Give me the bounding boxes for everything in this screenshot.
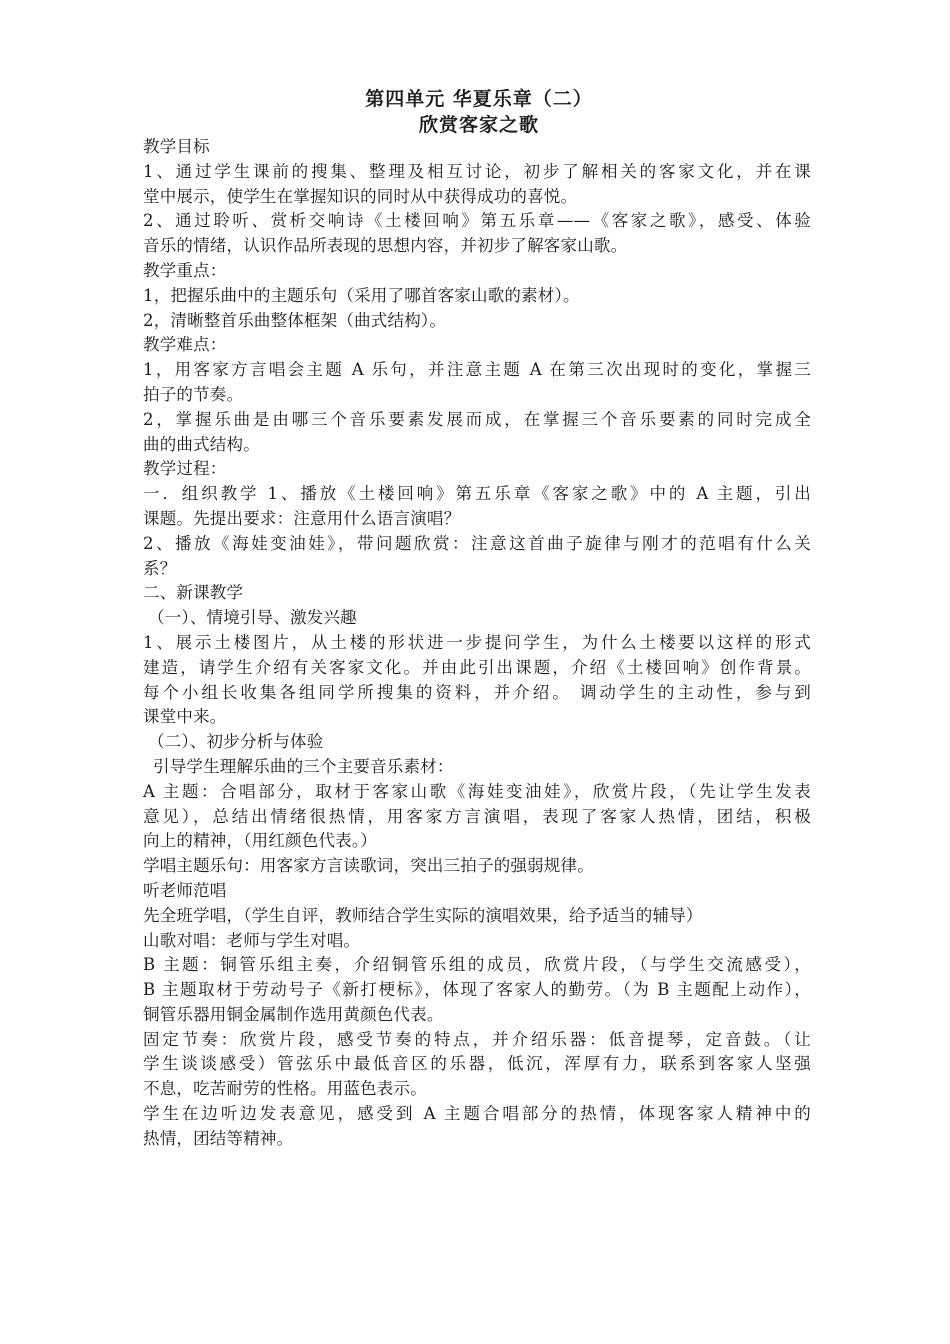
text-line: 1，用客家方言唱会主题 A 乐句，并注意主题 A 在第三次出现时的变化，掌握三 bbox=[143, 360, 811, 380]
text-line: 系？ bbox=[143, 558, 177, 578]
text-line: 学生在边听边发表意见，感受到 A 主题合唱部分的热情，体现客家人精神中的 bbox=[143, 1104, 811, 1124]
text-line: 学生谈谈感受）管弦乐中最低音区的乐器，低沉，浑厚有力，联系到客家人坚强 bbox=[143, 1054, 811, 1074]
text-line: 固定节奏：欣赏片段，感受节奏的特点，并介绍乐器：低音提琴，定音鼓。（让 bbox=[143, 1029, 811, 1049]
text-line: 2、播放《海娃变油娃》，带问题欣赏：注意这首曲子旋律与刚才的范唱有什么关 bbox=[143, 533, 811, 553]
text-line: 引导学生理解乐曲的三个主要音乐素材： bbox=[153, 756, 454, 776]
text-line: 课题。先提出要求：注意用什么语言演唱？ bbox=[143, 508, 461, 528]
text-line: 听老师范唱 bbox=[143, 880, 227, 900]
text-line: 铜管乐器用铜金属制作选用黄颜色代表。 bbox=[143, 1004, 444, 1024]
text-line: 向上的精神，（用红颜色代表。） bbox=[143, 831, 377, 851]
text-line: 不息，吃苦耐劳的性格。用蓝色表示。 bbox=[143, 1079, 427, 1099]
text-line: 教学重点： bbox=[143, 260, 227, 280]
text-line: 音乐的情绪，认识作品所表现的思想内容，并初步了解客家山歌。 bbox=[143, 236, 628, 256]
text-line: （一）、情境引导、激发兴趣 bbox=[148, 608, 357, 628]
text-line: 先全班学唱，（学生自评，教师结合学生实际的演唱效果，给予适当的辅导） bbox=[143, 905, 703, 925]
text-line: 2，清晰整首乐曲整体框架（曲式结构）。 bbox=[143, 310, 447, 330]
text-line: 1、展示土楼图片，从土楼的形状进一步提问学生，为什么土楼要以这样的形式 bbox=[143, 632, 811, 652]
text-line: 课堂中来。 bbox=[143, 707, 227, 727]
text-line: B 主题取材于劳动号子《新打梗标》，体现了客家人的勤劳。（为 B 主题配上动作）， bbox=[143, 980, 811, 1000]
text-line: 山歌对唱：老师与学生对唱。 bbox=[143, 930, 361, 950]
text-line: 每个小组长收集各组同学所搜集的资料，并介绍。 调动学生的主动性，参与到 bbox=[143, 682, 811, 702]
text-line: 1，把握乐曲中的主题乐句（采用了哪首客家山歌的素材）。 bbox=[143, 285, 580, 305]
text-line: 2，掌握乐曲是由哪三个音乐要素发展而成，在掌握三个音乐要素的同时完成全 bbox=[143, 409, 811, 429]
text-line: 热情，团结等精神。 bbox=[143, 1128, 294, 1148]
text-line: 曲的曲式结构。 bbox=[143, 434, 260, 454]
text-line: 建造，请学生介绍有关客家文化。并由此引出课题，介绍《土楼回响》创作背景。 bbox=[143, 657, 811, 677]
text-line: 1、通过学生课前的搜集、整理及相互讨论，初步了解相关的客家文化，并在课 bbox=[143, 161, 811, 181]
text-line: 教学过程： bbox=[143, 459, 227, 479]
text-line: 意见），总结出情绪很热情，用客家方言演唱，表现了客家人热情，团结，积极 bbox=[143, 806, 811, 826]
text-line: 2、通过聆听、赏析交响诗《土楼回响》第五乐章——《客家之歌》，感受、体验 bbox=[143, 211, 811, 231]
page-title: 第四单元 华夏乐章（二） bbox=[365, 88, 593, 110]
title-block bbox=[0, 86, 950, 138]
text-line: 拍子的节奏。 bbox=[143, 384, 244, 404]
page-subtitle: 欣赏客家之歌 bbox=[418, 114, 539, 136]
text-line: （二）、初步分析与体验 bbox=[148, 732, 324, 752]
text-line: 一．组织教学 1、播放《土楼回响》第五乐章《客家之歌》中的 A 主题，引出 bbox=[143, 484, 811, 504]
text-line: 教学难点： bbox=[143, 335, 227, 355]
text-line: 二、新课教学 bbox=[143, 583, 244, 603]
text-line: 学唱主题乐句：用客家方言读歌词，突出三拍子的强弱规律。 bbox=[143, 856, 594, 876]
text-line: 堂中展示，使学生在掌握知识的同时从中获得成功的喜悦。 bbox=[143, 186, 578, 206]
document-body bbox=[143, 135, 811, 1152]
text-line: 教学目标 bbox=[143, 137, 210, 156]
text-line: B 主题：铜管乐组主奏，介绍铜管乐组的成员，欣赏片段，（与学生交流感受）， bbox=[143, 955, 811, 975]
text-line: A 主题：合唱部分，取材于客家山歌《海娃变油娃》，欣赏片段，（先让学生发表 bbox=[143, 781, 811, 801]
